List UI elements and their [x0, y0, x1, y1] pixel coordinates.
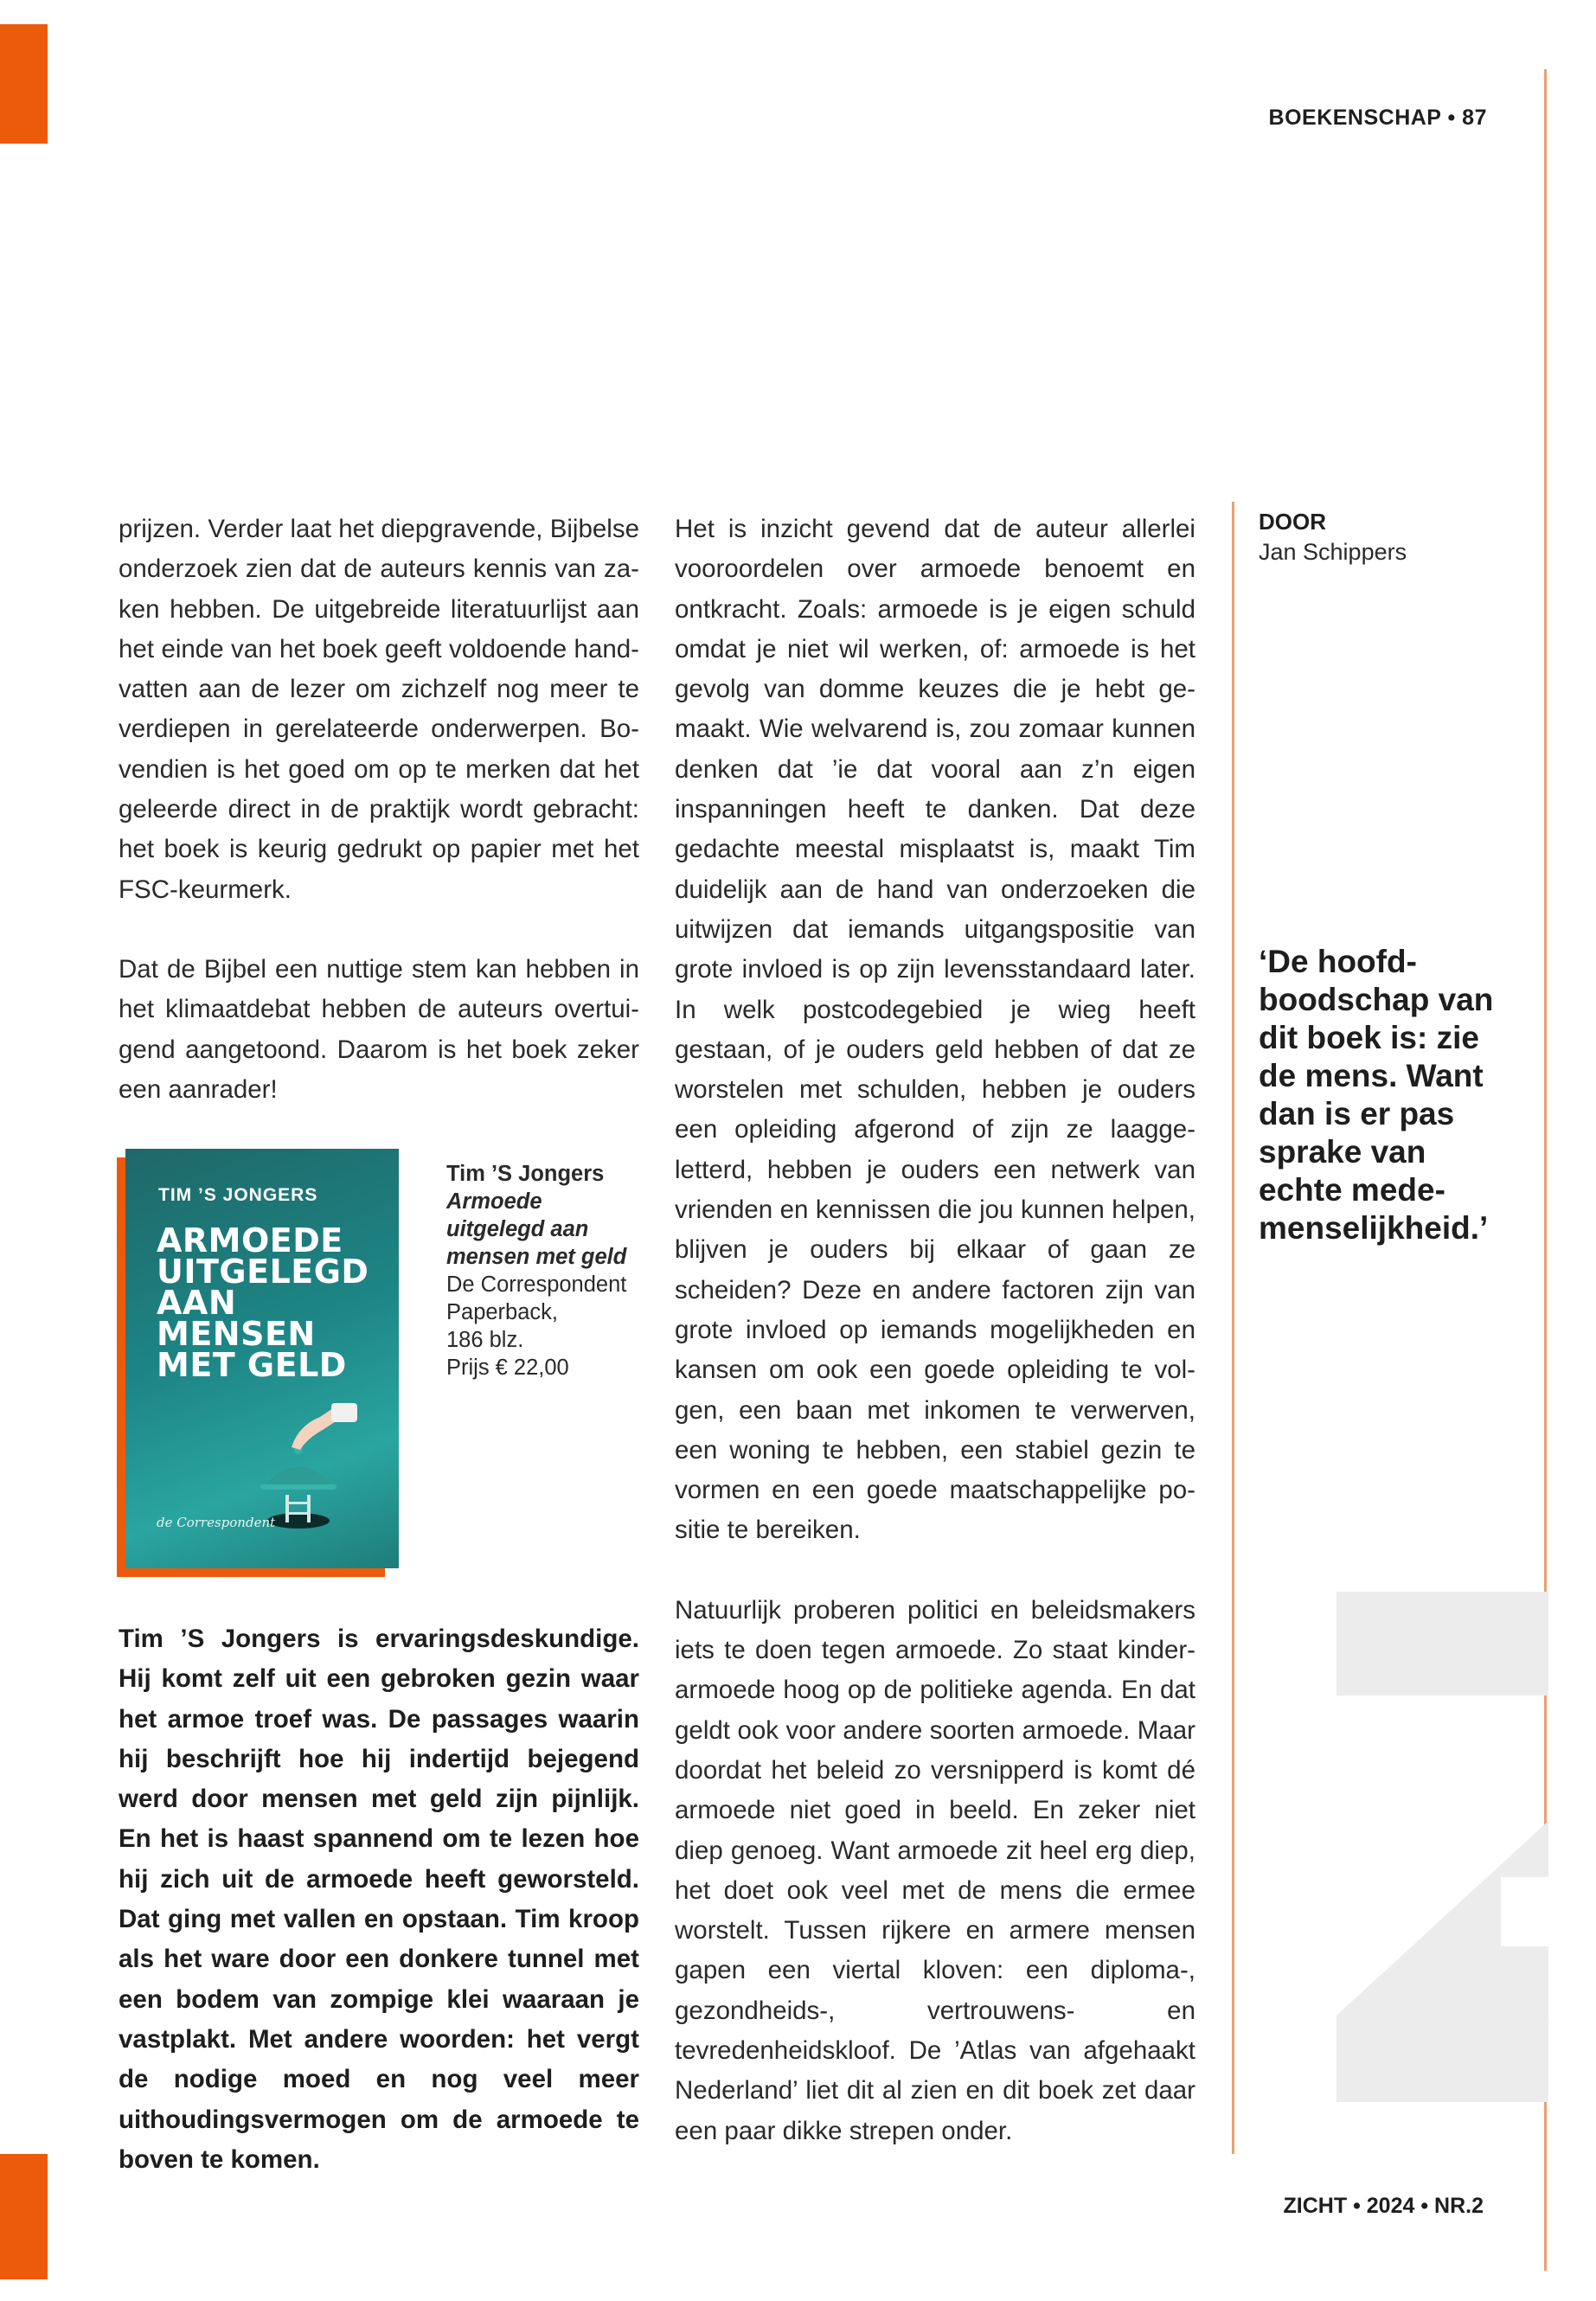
byline-author: Jan Schippers: [1259, 539, 1407, 565]
orange-edge-tab-top: [0, 24, 48, 144]
paragraph: Het is inzicht gevend dat de auteur allerlei vooroordelen over armoede benoemt en ontkracht. Zoals: armoede is je eigen schuld omdat je niet wil werken, of: armoede is het gevolg van domme keuzes die je hebt gemaakt. Wie welvarend is, zou zomaar kunnen denken dat ’ie dat vooral aan z’n eigen inspanningen heeft te danken. Dat deze gedachte meestal misplaatst is, maakt Tim duidelijk aan de hand van onderzoeken die uitwijzen dat iemands uitgangspositie van grote invloed is op zijn levensstandaard later. In welk postcodegebied je wieg heeft gestaan, of je ouders geld hebben of dat ze worstelen met schulden, hebben je ouders een opleiding afgerond of zijn ze laaggeletterd, hebben je ouders een netwerk van vrienden en kennissen die jou kunnen helpen, blijven je ouders bij elkaar of gaan ze scheiden? Deze en andere factoren zijn van grote invloed op iemands mogelijkheden en kansen om ook een goede opleiding te volgen, een baan met inkomen te verwerven, een woning te hebben, een stabiel gezin te vormen en een goede maatschappelijke positie te bereiken.: [675, 515, 1195, 1545]
byline: [1259, 509, 1518, 566]
article-column-left-lower: [119, 1619, 639, 2180]
orange-edge-tab-bottom: [0, 2154, 48, 2279]
running-head: BOEKENSCHAP • 87: [1268, 106, 1487, 130]
paragraph: Natuurlijk proberen politici en beleidsmakers iets te doen tegen armoede. Zo staat kinderarmoede hoog op de politieke agenda. En dat geldt ook voor andere soorten armoede. Maar doordat het beleid zo versnipperd is komt dé armoede niet goed in beeld. En zeker niet diep genoeg. Want armoede zit heel erg diep, het doet ook veel met de mens die ermee worstelt. Tussen rijkere en armere mensen gapen een viertal kloven: een diploma-, gezondheids-, vertrouwens- en tevredenheidskloof. De ’Atlas van afgehaakt Nederland’ liet dit al zien en dit boek zet daar een paar dikke strepen onder.: [675, 1595, 1195, 2145]
book-info: [446, 1160, 663, 1381]
book-author: Tim ’S Jongers: [446, 1162, 605, 1186]
book-format: Paperback,: [446, 1300, 558, 1324]
cover-publisher: de Correspondent: [157, 1515, 276, 1530]
cover-title: ARMOEDE UITGELEGD AAN MENSEN MET GELD: [157, 1221, 369, 1384]
book-publisher: De Correspondent: [446, 1272, 627, 1297]
book-pages: 186 blz.: [446, 1328, 524, 1352]
article-column-left: [119, 510, 639, 1110]
cover-author: TIM ’S JONGERS: [158, 1185, 318, 1205]
paragraph: Dat de Bijbel een nuttige stem kan hebben in het klimaatdebat hebben de auteurs overtuigend aangetoond. Daarom is het boek zeker een aanrader!: [119, 954, 639, 1104]
sidebar-rule: [1232, 502, 1234, 2154]
byline-label: DOOR: [1259, 509, 1326, 535]
pull-quote: ‘De hoofd- boodschap van dit boek is: zie de mens. Want dan is er pas sprake van echte mede- menselijkheid.’: [1259, 944, 1494, 1246]
book-title: mensen met geld: [446, 1245, 627, 1269]
large-gray-letter-shape: [1336, 1592, 1548, 2102]
paragraph: prijzen. Verder laat het diepgravende, Bijbelse onderzoek zien dat de auteurs kennis van zaken hebben. De uitgebreide literatuurlijst aan het einde van het boek geeft voldoende handvatten aan de lezer om zichzelf nog meer te verdiepen in gerelateerde onderwerpen. Bovendien is het goed om op te merken dat het geleerde direct in de praktijk wordt gebracht: het boek is keurig gedrukt op papier met het FSC-keurmerk.: [119, 515, 639, 904]
book-title: Armoede: [446, 1189, 542, 1214]
book-cover: [125, 1149, 399, 1568]
book-price: Prijs € 22,00: [446, 1356, 569, 1380]
book-title: uitgelegd aan: [446, 1217, 589, 1241]
issue-footer: ZICHT • 2024 • NR.2: [1283, 2194, 1484, 2218]
article-column-middle: [675, 510, 1195, 2151]
intro-bold-paragraph: Tim ’S Jongers is ervaringsdeskundige. Hij komt zelf uit een gebroken gezin waar het armoe troef was. De passages waarin hij beschrijft hoe hij indertijd bejegend werd door mensen met geld zijn pijnlijk. En het is haast spannend om te lezen hoe hij zich uit de armoede heeft geworsteld. Dat ging met vallen en opstaan. Tim kroop als het ware door een donkere tunnel met een bodem van zompige klei waaraan je vastplakt. Met andere woorden: het vergt de nodige moed en nog veel meer uithoudingsvermogen om de armoede te boven te komen.: [119, 1625, 639, 2174]
